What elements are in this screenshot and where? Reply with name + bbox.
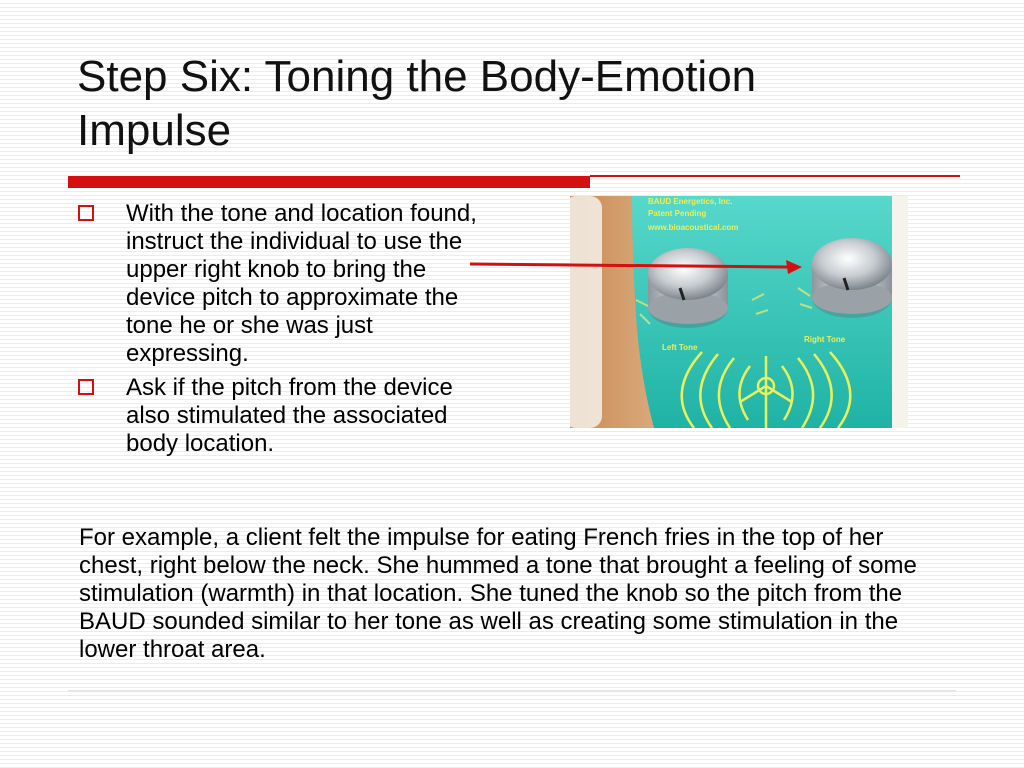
bullet-text: With the tone and location found, instruct the individual to use the upper right knob to bring the device pitch to approximate the tone he or she was just expressing.	[126, 200, 477, 367]
bullet-item	[76, 374, 496, 458]
example-paragraph: For example, a client felt the impulse for eating French fries in the top of her chest, right below the neck. She hummed a tone that brought a feeling of some stimulation (warmth) in that location. She tuned the knob so the pitch from the BAUD sounded similar to her tone as well as creating some stimulation in the lower throat area.	[79, 524, 917, 663]
hollow-square-bullet-icon	[78, 379, 94, 395]
device-url-text: www.bioacoustical.com	[648, 223, 739, 232]
device-photo-illustration	[570, 196, 908, 428]
device-brand-text: BAUD Energetics, Inc.	[648, 197, 733, 206]
hollow-square-bullet-icon	[78, 205, 94, 221]
title-underline-thick	[68, 176, 590, 188]
bullet-list	[76, 200, 496, 464]
slide-title: Step Six: Toning the Body-Emotion Impulse	[77, 52, 757, 155]
footer-divider	[68, 690, 956, 692]
bullet-item	[76, 200, 496, 368]
device-patent-text: Patent Pending	[648, 209, 707, 218]
right-knob-label: Right Tone	[804, 335, 846, 344]
pointer-arrow-icon	[470, 255, 810, 275]
bullet-text: Ask if the pitch from the device also stimulated the associated body location.	[126, 374, 453, 457]
right-knob-icon	[812, 238, 892, 318]
title-underline-thin	[590, 175, 960, 177]
device-photo	[570, 196, 908, 428]
left-knob-label: Left Tone	[662, 343, 698, 352]
